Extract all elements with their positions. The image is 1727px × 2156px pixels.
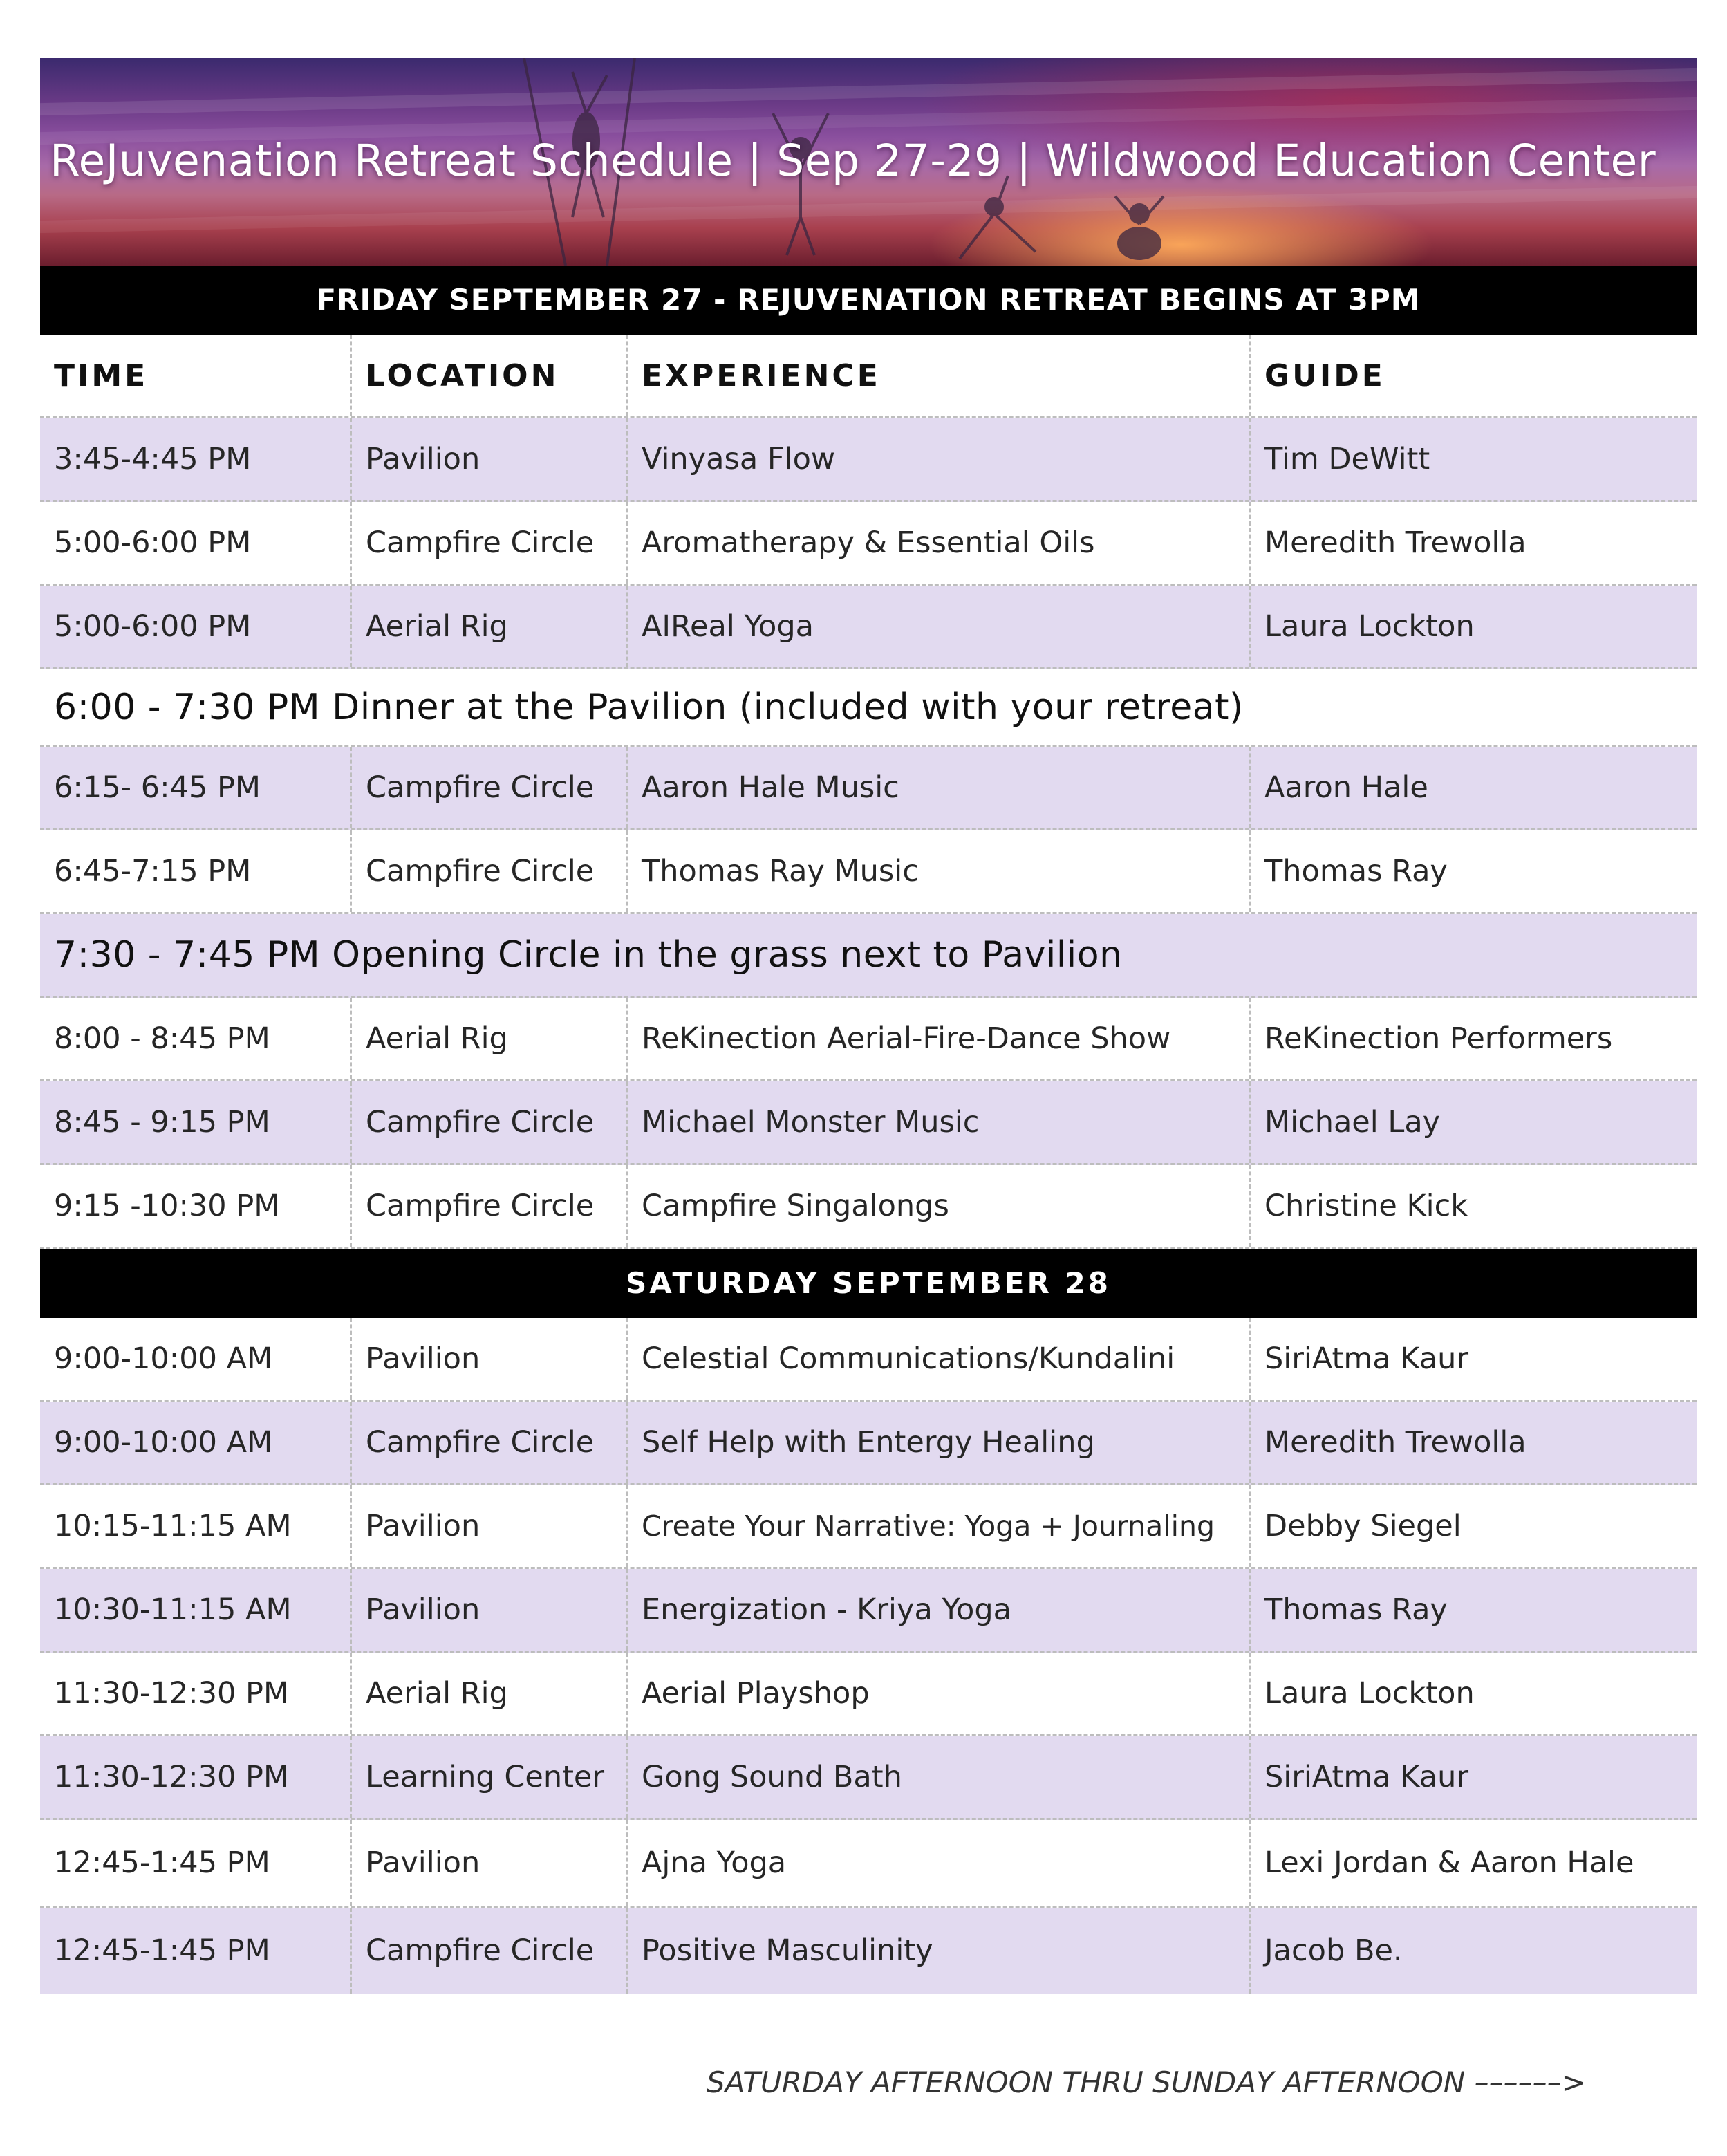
- experience-cell: Vinyasa Flow: [626, 418, 1249, 500]
- experience-cell: Aaron Hale Music: [626, 747, 1249, 828]
- guide-cell: Jacob Be.: [1249, 1908, 1697, 1994]
- table-row: [40, 1653, 1697, 1736]
- banner: [40, 58, 1697, 266]
- location-cell: Campfire Circle: [350, 830, 626, 912]
- continued-note: SATURDAY AFTERNOON THRU SUNDAY AFTERNOON ––––––>: [707, 2065, 1586, 2099]
- time-cell: 5:00-6:00 PM: [54, 609, 252, 644]
- experience-cell: Self Help with Entergy Healing: [626, 1402, 1249, 1483]
- dinner-note-row: [40, 669, 1697, 747]
- table-row: [40, 418, 1697, 502]
- experience-cell: Aromatherapy & Essential Oils: [626, 502, 1249, 584]
- location-cell: Pavilion: [350, 1820, 626, 1906]
- column-header-location: LOCATION: [350, 335, 626, 416]
- experience-cell: AIReal Yoga: [626, 586, 1249, 667]
- guide-cell: Debby Siegel: [1249, 1485, 1697, 1567]
- time-cell: 12:45-1:45 PM: [54, 1846, 270, 1880]
- time-cell: 9:00-10:00 AM: [54, 1425, 273, 1460]
- location-cell: Pavilion: [350, 1485, 626, 1567]
- location-cell: Pavilion: [350, 1318, 626, 1400]
- guide-cell: Meredith Trewolla: [1249, 1402, 1697, 1483]
- guide-cell: Thomas Ray: [1249, 1569, 1697, 1651]
- time-cell: 6:45-7:15 PM: [54, 854, 252, 889]
- location-cell: Learning Center: [350, 1736, 626, 1818]
- time-cell: 5:00-6:00 PM: [54, 526, 252, 560]
- guide-cell: Thomas Ray: [1249, 830, 1697, 912]
- guide-cell: SiriAtma Kaur: [1249, 1736, 1697, 1818]
- table-row: [40, 1081, 1697, 1165]
- time-cell: 3:45-4:45 PM: [54, 442, 252, 476]
- guide-cell: Tim DeWitt: [1249, 418, 1697, 500]
- experience-cell: Gong Sound Bath: [626, 1736, 1249, 1818]
- guide-cell: Lexi Jordan & Aaron Hale: [1249, 1820, 1697, 1906]
- table-row: [40, 1569, 1697, 1653]
- guide-cell: Aaron Hale: [1249, 747, 1697, 828]
- schedule-document: [40, 58, 1697, 1994]
- location-cell: Pavilion: [350, 418, 626, 500]
- friday-header: FRIDAY SEPTEMBER 27 - REJUVENATION RETREAT BEGINS AT 3PM: [40, 266, 1697, 335]
- dinner-note: 6:00 - 7:30 PM Dinner at the Pavilion (included with your retreat): [54, 686, 1244, 728]
- column-header-guide: GUIDE: [1249, 335, 1697, 416]
- opening-note-row: [40, 914, 1697, 998]
- experience-cell: Michael Monster Music: [626, 1081, 1249, 1163]
- column-header-time: TIME: [54, 357, 149, 393]
- table-row: [40, 830, 1697, 914]
- column-header-experience: EXPERIENCE: [626, 335, 1249, 416]
- banner-title: ReJuvenation Retreat Schedule | Sep 27-29 | Wildwood Education Center: [50, 136, 1656, 186]
- time-cell: 9:00-10:00 AM: [54, 1341, 273, 1376]
- guide-cell: ReKinection Performers: [1249, 998, 1697, 1079]
- time-cell: 10:15-11:15 AM: [54, 1509, 292, 1543]
- experience-cell: Create Your Narrative: Yoga + Journaling: [626, 1485, 1249, 1567]
- time-cell: 8:45 - 9:15 PM: [54, 1105, 270, 1140]
- location-cell: Campfire Circle: [350, 1081, 626, 1163]
- table-row: [40, 1485, 1697, 1569]
- experience-cell: Energization - Kriya Yoga: [626, 1569, 1249, 1651]
- time-cell: 10:30-11:15 AM: [54, 1592, 292, 1627]
- time-cell: 11:30-12:30 PM: [54, 1760, 290, 1794]
- time-cell: 8:00 - 8:45 PM: [54, 1021, 270, 1056]
- guide-cell: Laura Lockton: [1249, 586, 1697, 667]
- guide-cell: Laura Lockton: [1249, 1653, 1697, 1734]
- time-cell: 11:30-12:30 PM: [54, 1676, 290, 1711]
- location-cell: Campfire Circle: [350, 1402, 626, 1483]
- time-cell: 12:45-1:45 PM: [54, 1933, 270, 1968]
- location-cell: Campfire Circle: [350, 747, 626, 828]
- experience-cell: ReKinection Aerial-Fire-Dance Show: [626, 998, 1249, 1079]
- table-row: [40, 1318, 1697, 1402]
- table-row: [40, 1165, 1697, 1249]
- table-row: [40, 1736, 1697, 1820]
- time-cell: 9:15 -10:30 PM: [54, 1189, 280, 1223]
- location-cell: Pavilion: [350, 1569, 626, 1651]
- experience-cell: Celestial Communications/Kundalini: [626, 1318, 1249, 1400]
- experience-cell: Thomas Ray Music: [626, 830, 1249, 912]
- experience-cell: Ajna Yoga: [626, 1820, 1249, 1906]
- guide-cell: Meredith Trewolla: [1249, 502, 1697, 584]
- location-cell: Campfire Circle: [350, 1165, 626, 1247]
- experience-cell: Campfire Singalongs: [626, 1165, 1249, 1247]
- experience-cell: Positive Masculinity: [626, 1908, 1249, 1994]
- location-cell: Aerial Rig: [350, 998, 626, 1079]
- table-row: [40, 1908, 1697, 1994]
- column-header-row: [40, 335, 1697, 418]
- table-row: [40, 502, 1697, 586]
- location-cell: Aerial Rig: [350, 586, 626, 667]
- guide-cell: Christine Kick: [1249, 1165, 1697, 1247]
- time-cell: 6:15- 6:45 PM: [54, 770, 261, 805]
- saturday-header: SATURDAY SEPTEMBER 28: [40, 1249, 1697, 1318]
- guide-cell: Michael Lay: [1249, 1081, 1697, 1163]
- opening-note: 7:30 - 7:45 PM Opening Circle in the grass next to Pavilion: [54, 934, 1123, 976]
- table-row: [40, 586, 1697, 669]
- location-cell: Aerial Rig: [350, 1653, 626, 1734]
- table-row: [40, 1820, 1697, 1908]
- experience-cell: Aerial Playshop: [626, 1653, 1249, 1734]
- location-cell: Campfire Circle: [350, 502, 626, 584]
- table-row: [40, 998, 1697, 1081]
- table-row: [40, 747, 1697, 830]
- guide-cell: SiriAtma Kaur: [1249, 1318, 1697, 1400]
- location-cell: Campfire Circle: [350, 1908, 626, 1994]
- table-row: [40, 1402, 1697, 1485]
